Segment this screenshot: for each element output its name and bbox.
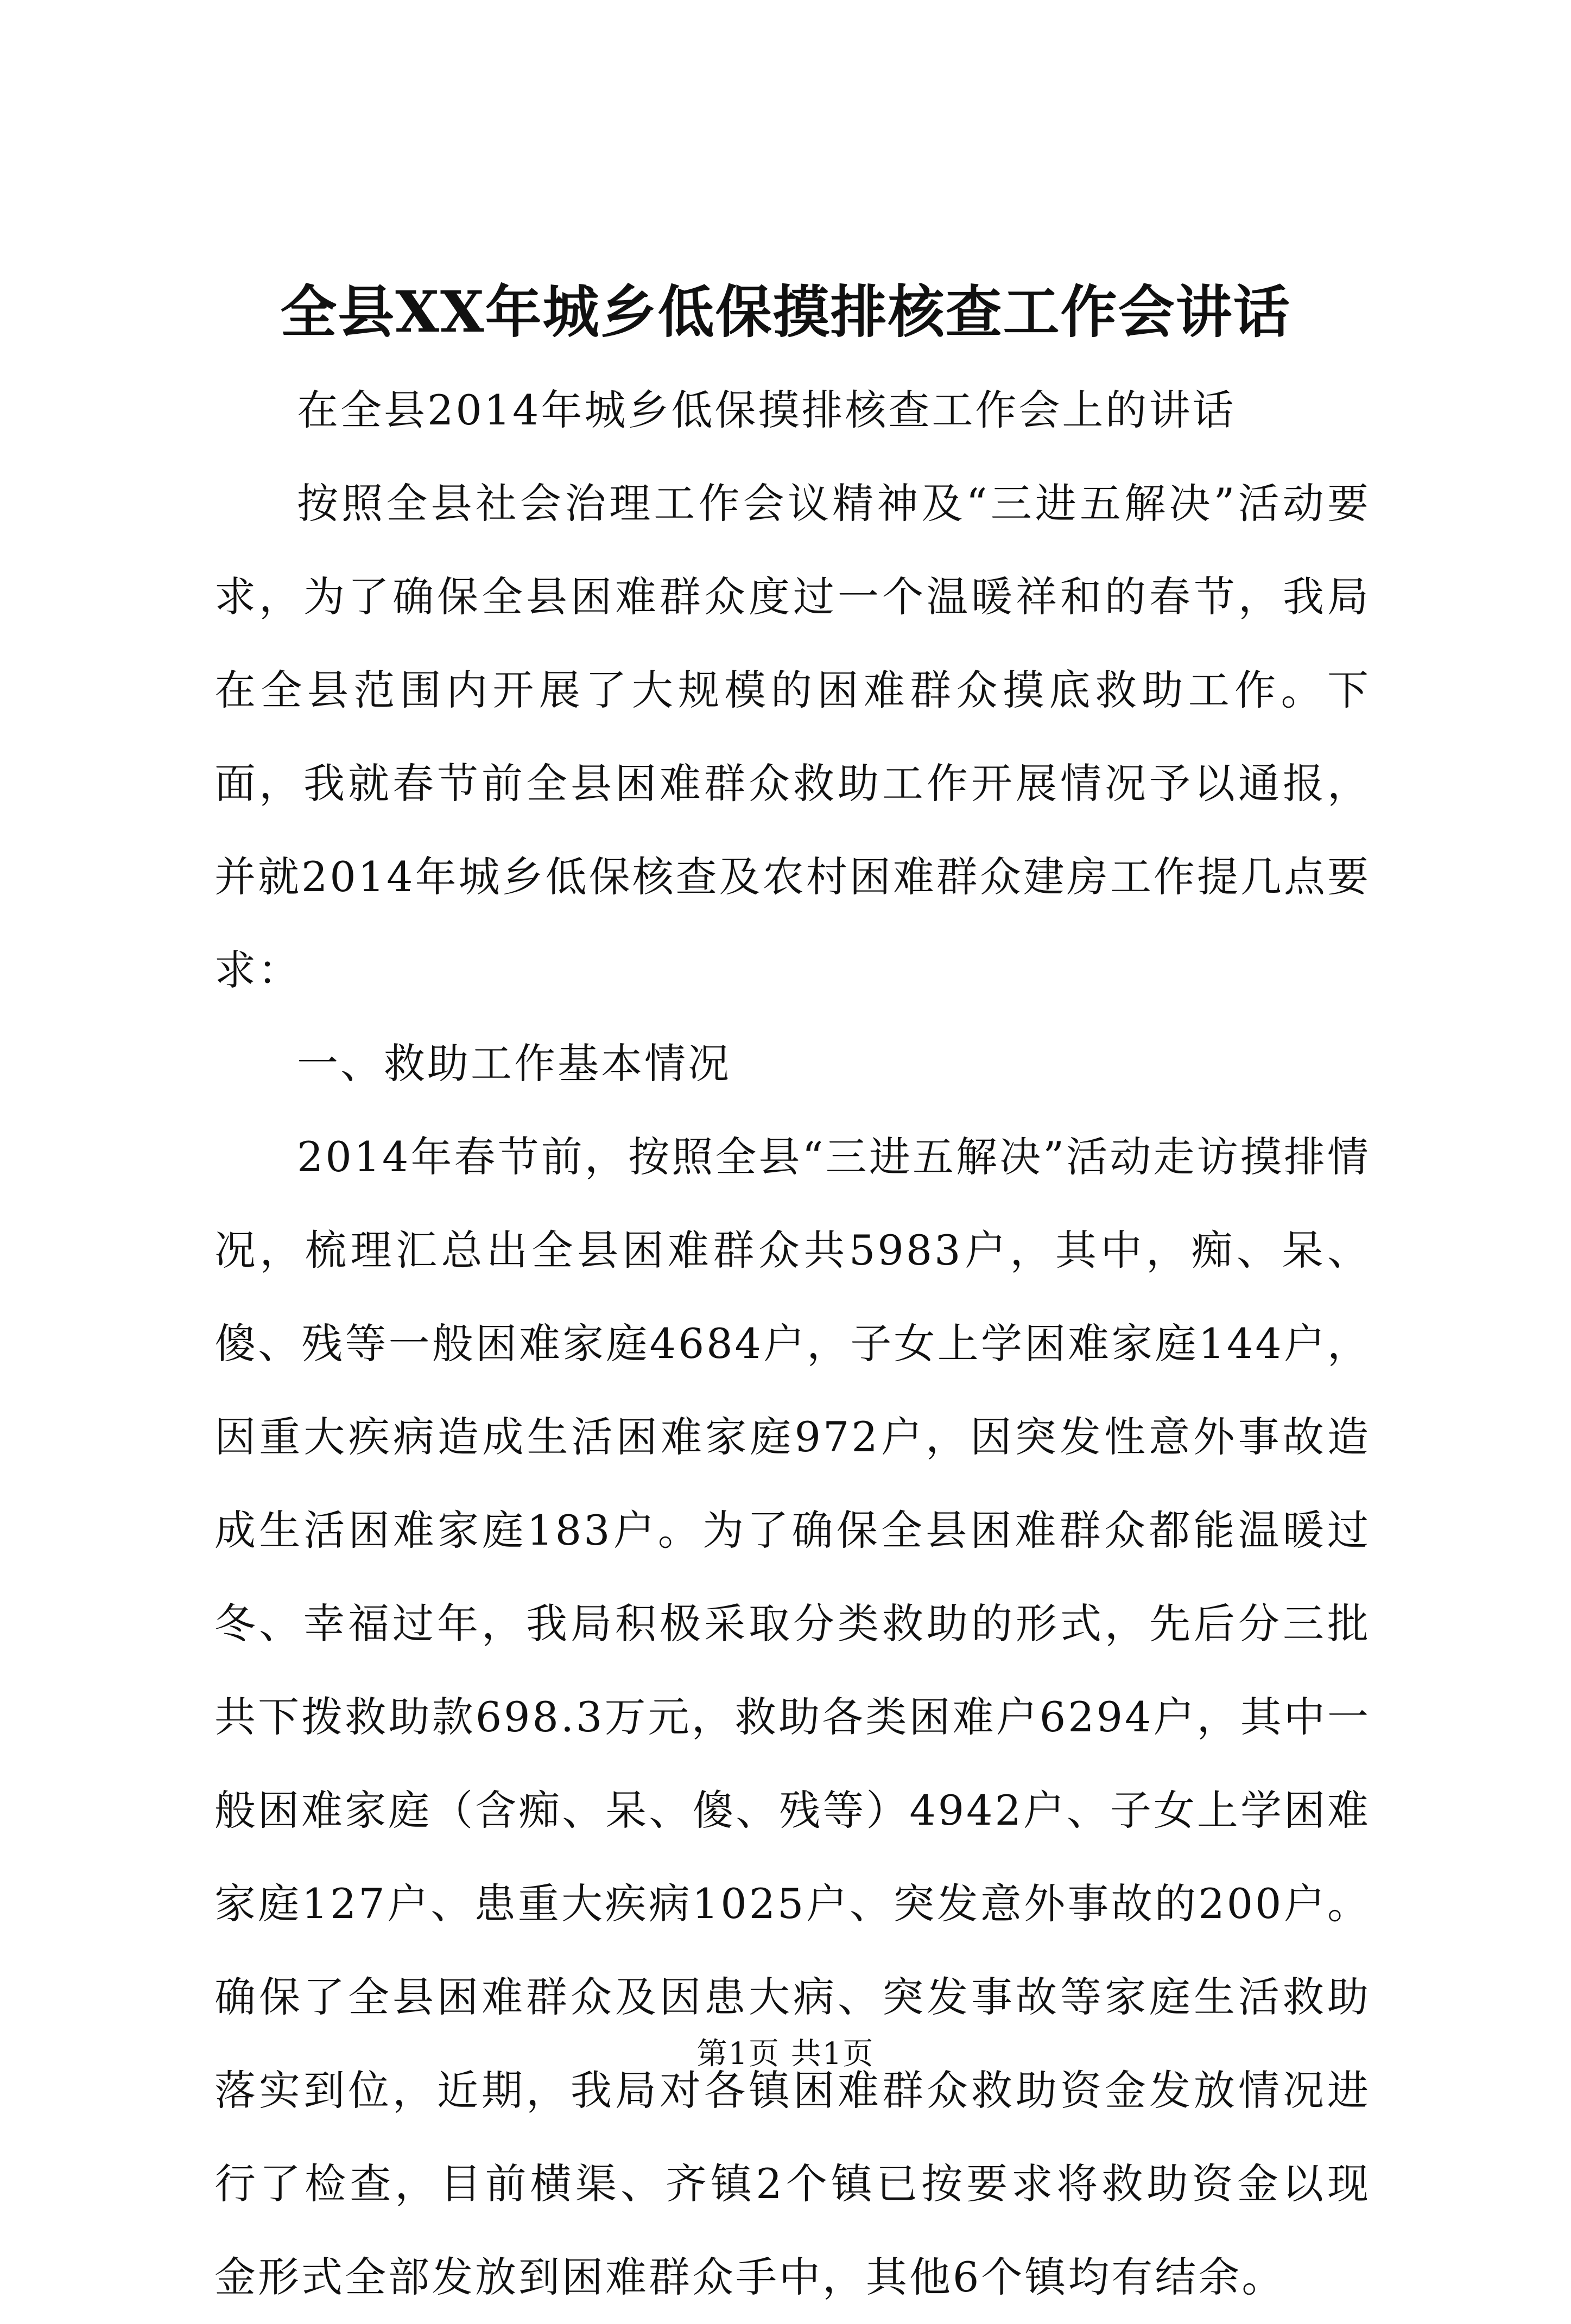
speech-subtitle: 在全县2014年城乡低保摸排核查工作会上的讲话 [297, 386, 1236, 434]
document-body [214, 364, 1371, 2324]
document-title: 全县XX年城乡低保摸排核查工作会讲话 [280, 278, 1291, 345]
intro-paragraph: 按照全县社会治理工作会议精神及“三进五解决”活动要求，为了确保全县困难群众度过一个温暖祥和的春节，我局在全县范围内开展了大规模的困难群众摸底救助工作。下面，我就春节前全县困难群众救助工作开展情况予以通报，并就2014年城乡低保核查及农村困难群众建房工作提几点要求： [214, 479, 1371, 994]
page-number-footer: 第1页 共1页 [696, 2036, 875, 2072]
section-heading: 一、救助工作基本情况 [297, 1039, 731, 1088]
situation-paragraph: 2014年春节前，按照全县“三进五解决”活动走访摸排情况，梳理汇总出全县困难群众共5983户，其中，痴、呆、傻、残等一般困难家庭4684户，子女上学困难家庭144户，因重大疾病造成生活困难家庭972户，因突发性意外事故造成生活困难家庭183户。为了确保全县困难群众都能温暖过冬、幸福过年，我局积极采取分类救助的形式，先后分三批共下拨救助款698.3万元，救助各类困难户6294户，其中一般困难家庭（含痴、呆、傻、残等）4942户、子女上学困难家庭127户、患重大疾病1025户、突发意外事故的200户。确保了全县困难群众及因患大病、突发事故等家庭生活救助落实到位，近期，我局对各镇困难群众救助资金发放情况进行了检查，目前横渠、齐镇2个镇已按要求将救助资金以现金形式全部发放到困难群众手中，其他6个镇均有结余。 [214, 1133, 1371, 2301]
